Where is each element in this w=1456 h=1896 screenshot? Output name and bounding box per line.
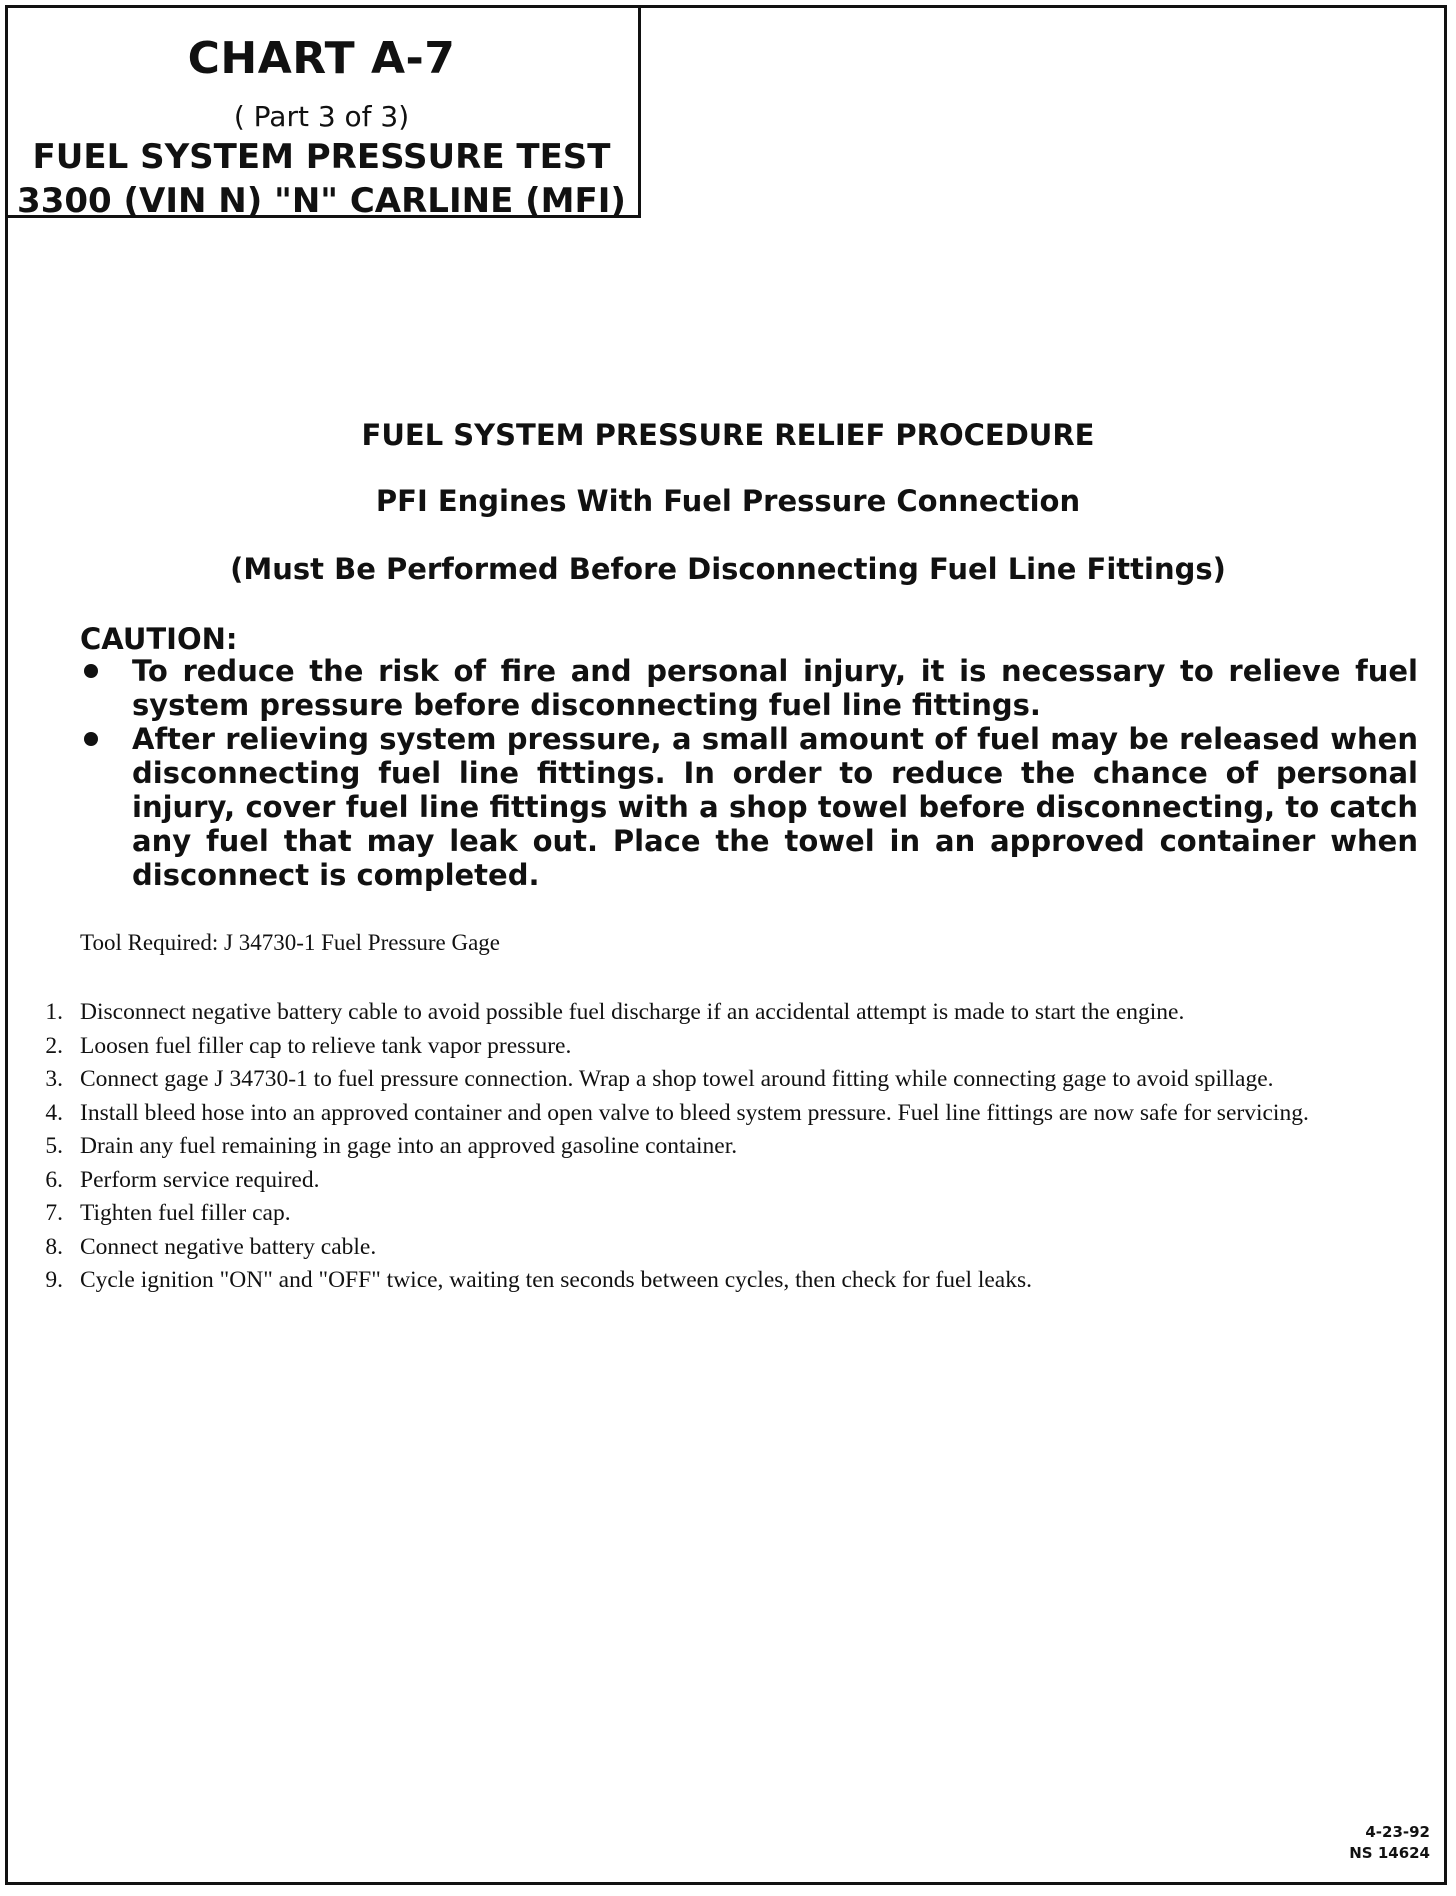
step-number: 8. — [45, 1233, 63, 1260]
footer-date: 4-23-92 — [1365, 1823, 1430, 1841]
step-text: Disconnect negative battery cable to avoid possible fuel discharge if an accidental attempt is made to start the engine. — [80, 999, 1185, 1025]
bullet-icon — [84, 664, 98, 678]
caution-item — [62, 654, 1418, 722]
step-item — [25, 1030, 1418, 1064]
step-text: Loosen fuel filler cap to relieve tank vapor pressure. — [80, 1032, 572, 1059]
procedure-subtitle: PFI Engines With Fuel Pressure Connection — [375, 484, 1081, 518]
caution-item-text: After relieving system pressure, a small amount of fuel may be released when disconnecting fuel line fittings. In order to reduce the chance of personal injury, cover fuel line fittings with a shop towel before disconnecting, to catch any fuel that may leak out. Place the towel in an approved container when disconnect is completed. — [132, 722, 1418, 892]
chart-part: ( Part 3 of 3) — [233, 100, 410, 133]
step-number: 5. — [45, 1133, 63, 1159]
step-number: 2. — [45, 1032, 63, 1059]
tool-required: Tool Required: J 34730-1 Fuel Pressure Gage — [80, 930, 500, 955]
step-number: 9. — [45, 1267, 63, 1293]
step-text: Connect gage J 34730-1 to fuel pressure connection. Wrap a shop towel around fitting while connecting gage to avoid spillage. — [80, 1066, 1274, 1092]
step-number: 1. — [45, 999, 63, 1025]
step-item — [25, 1130, 1418, 1164]
step-item — [25, 1164, 1418, 1198]
step-text: Perform service required. — [80, 1166, 320, 1193]
step-item — [25, 1063, 1418, 1097]
step-text: Install bleed hose into an approved container and open valve to bleed system pressure. Fuel line fittings are now safe for servicing. — [80, 1099, 1309, 1126]
step-number: 7. — [45, 1200, 63, 1226]
step-number: 3. — [45, 1066, 63, 1092]
step-text: Cycle ignition "ON" and "OFF" twice, waiting ten seconds between cycles, then check for fuel leaks. — [80, 1267, 1033, 1293]
page-footer — [1349, 1822, 1430, 1864]
step-text: Tighten fuel filler cap. — [80, 1200, 291, 1226]
chart-title-box — [5, 5, 641, 221]
bullet-icon — [84, 732, 98, 746]
step-text: Connect negative battery cable. — [80, 1233, 377, 1260]
procedure-title: FUEL SYSTEM PRESSURE RELIEF PROCEDURE — [361, 418, 1095, 452]
caution-label: CAUTION: — [80, 622, 238, 656]
step-item — [25, 1231, 1418, 1265]
procedure-note: (Must Be Performed Before Disconnecting Fuel Line Fittings) — [230, 552, 1226, 586]
step-item — [25, 1264, 1418, 1298]
step-item — [25, 1197, 1418, 1231]
chart-id: CHART A-7 — [187, 33, 456, 84]
step-number: 6. — [45, 1166, 63, 1193]
step-text: Drain any fuel remaining in gage into an approved gasoline container. — [80, 1133, 738, 1159]
chart-title-line1: FUEL SYSTEM PRESSURE TEST — [32, 137, 611, 177]
chart-title-line2: 3300 (VIN N) "N" CARLINE (MFI) — [17, 181, 626, 221]
procedure-steps — [25, 996, 1418, 1298]
step-item — [25, 996, 1418, 1030]
caution-item — [62, 722, 1418, 892]
footer-doc-number: NS 14624 — [1349, 1844, 1430, 1862]
caution-item-text: To reduce the risk of fire and personal injury, it is necessary to relieve fuel system pressure before disconnecting fuel line fittings. — [132, 654, 1418, 722]
step-number: 4. — [45, 1099, 63, 1126]
step-item — [25, 1097, 1418, 1131]
caution-list — [62, 654, 1418, 892]
